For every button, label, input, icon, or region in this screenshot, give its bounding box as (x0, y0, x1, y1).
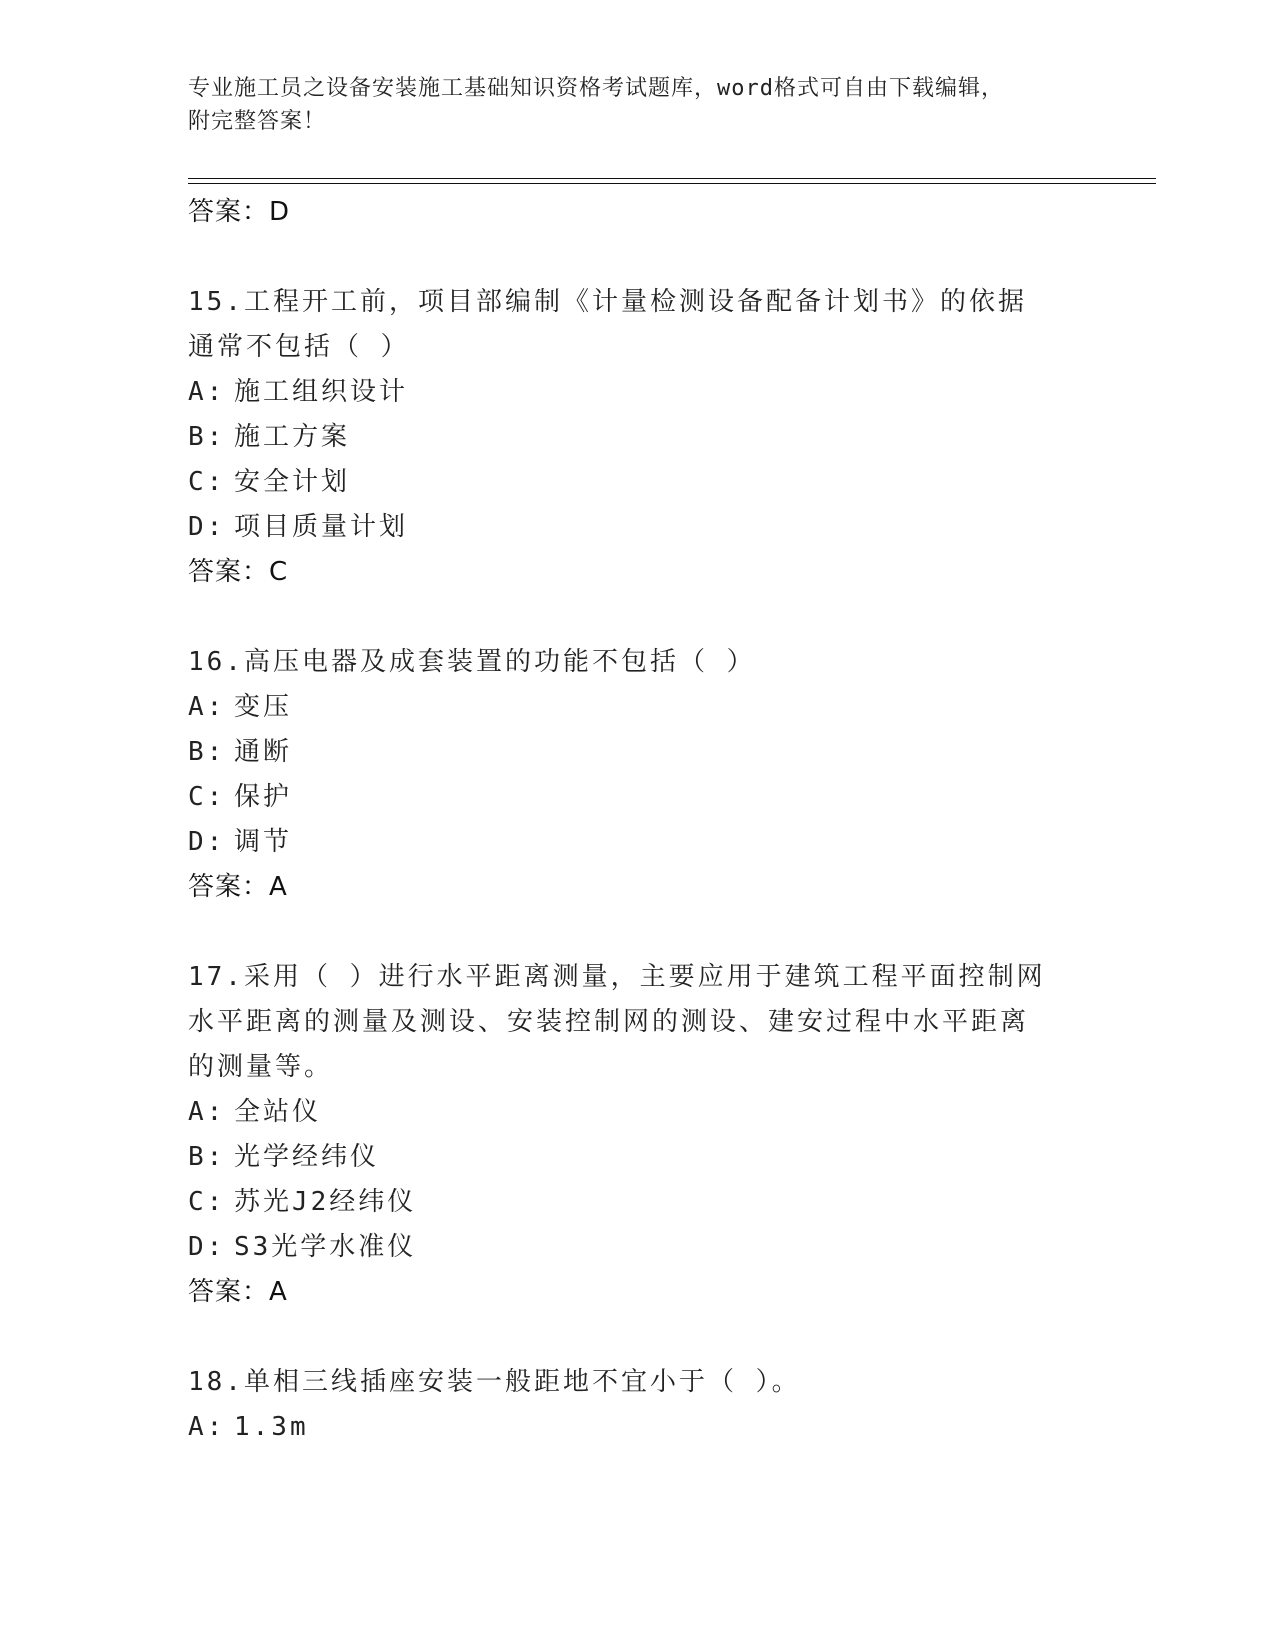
answer-line: 答案：A (188, 872, 288, 902)
question-text: 17.采用（ ）进行水平距离测量，主要应用于建筑工程平面控制网水平距离的测量及测设、安装控制网的测设、建安过程中水平距离的测量等。 (188, 962, 1046, 1082)
header-line-1: 专业施工员之设备安装施工基础知识资格考试题库，word格式可自由下载编辑， (188, 76, 1004, 101)
option-a: A: 变压 (188, 692, 293, 722)
header-divider-bottom (188, 183, 1156, 184)
option-a: A: 施工组织设计 (188, 377, 409, 407)
question-block (188, 1360, 1088, 1450)
question-text: 16.高压电器及成套装置的功能不包括（ ） (188, 647, 756, 677)
option-a: A: 全站仪 (188, 1097, 322, 1127)
option-d: D: 项目质量计划 (188, 512, 409, 542)
header-divider-top (188, 178, 1156, 179)
option-b: B: 通断 (188, 737, 293, 767)
option-c: C: 苏光J2经纬仪 (188, 1187, 417, 1217)
option-b: B: 光学经纬仪 (188, 1142, 380, 1172)
answer-line: 答案：C (188, 557, 289, 587)
question-block (188, 640, 1088, 909)
document-header (188, 72, 1088, 138)
question-block (188, 955, 1088, 1314)
question-text: 15.工程开工前，项目部编制《计量检测设备配备计划书》的依据通常不包括（ ） (188, 287, 1027, 362)
option-c: C: 安全计划 (188, 467, 351, 497)
option-d: D: 调节 (188, 827, 293, 857)
question-block (188, 280, 1088, 594)
question-list (188, 190, 1088, 1450)
question-text: 18.单相三线插座安装一般距地不宜小于（ ）。 (188, 1367, 801, 1397)
header-line-2: 附完整答案！ (188, 109, 327, 134)
option-c: C: 保护 (188, 782, 293, 812)
answer-line: 答案：D (188, 197, 291, 227)
option-d: D: S3光学水准仪 (188, 1232, 417, 1262)
option-b: B: 施工方案 (188, 422, 351, 452)
answer-line: 答案：A (188, 1277, 288, 1307)
option-a: A: 1.3m (188, 1412, 309, 1442)
